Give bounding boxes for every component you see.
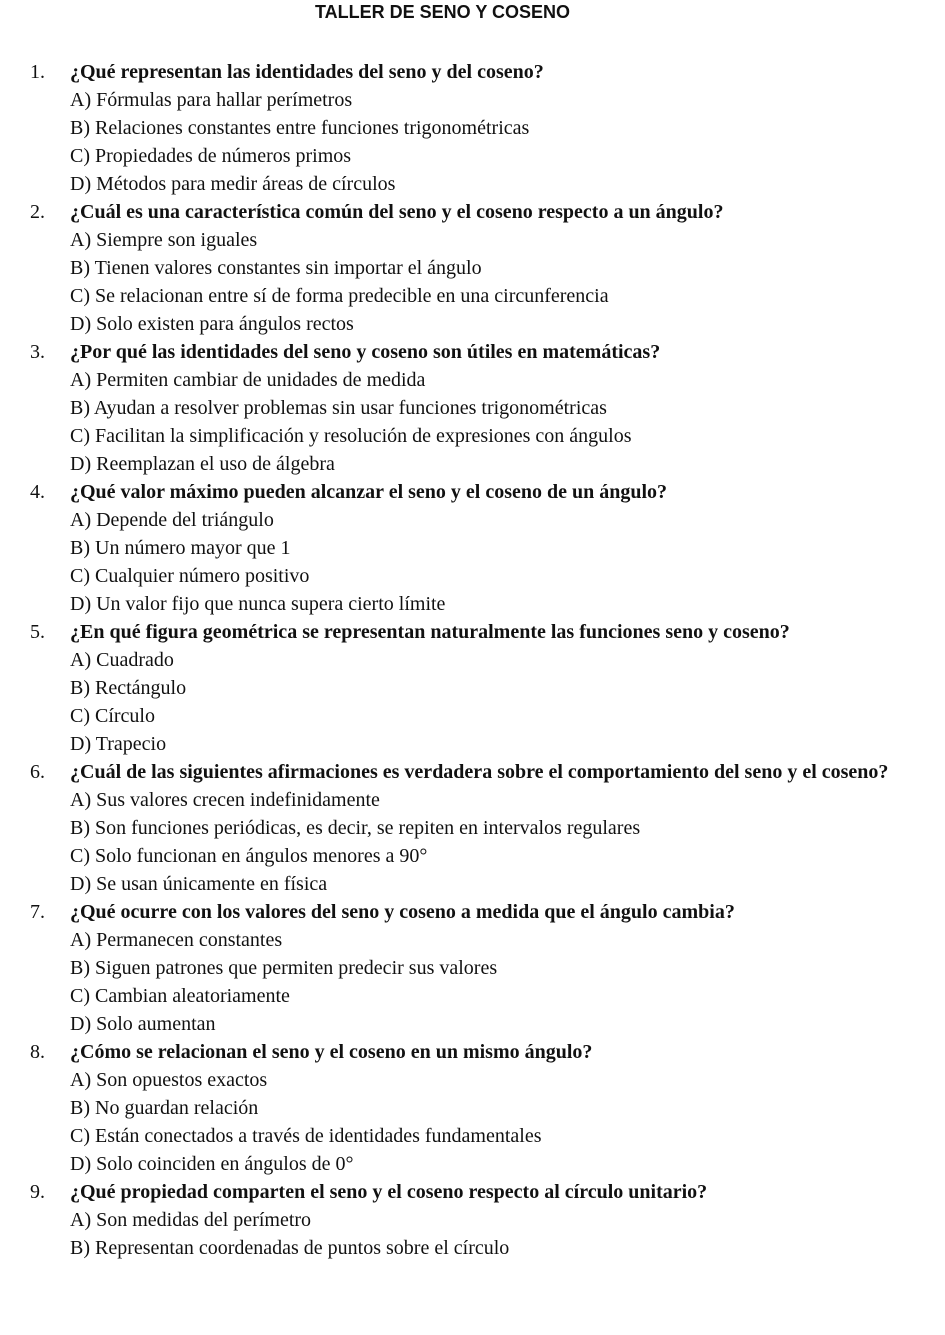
option-a: A) Sus valores crecen indefinidamente xyxy=(70,789,380,811)
question-text: ¿Cuál de las siguientes afirmaciones es verdadera sobre el comportamiento del seno y el coseno? xyxy=(70,761,889,783)
option-a: A) Siempre son iguales xyxy=(70,229,258,251)
question-number: 7. xyxy=(30,901,45,923)
option-b: B) Son funciones periódicas, es decir, se repiten en intervalos regulares xyxy=(70,817,641,839)
option-d: D) Trapecio xyxy=(70,733,167,755)
option-a: A) Son medidas del perímetro xyxy=(70,1209,312,1231)
option-list xyxy=(0,646,945,758)
option-a: A) Son opuestos exactos xyxy=(70,1069,268,1091)
option-list xyxy=(0,226,945,338)
option-a: A) Depende del triángulo xyxy=(70,509,274,531)
option-list xyxy=(0,506,945,618)
question-2 xyxy=(0,198,945,338)
question-5 xyxy=(0,618,945,758)
question-number: 1. xyxy=(30,61,45,83)
option-d: D) Reemplazan el uso de álgebra xyxy=(70,453,335,475)
option-c: C) Cualquier número positivo xyxy=(70,565,310,587)
option-c: C) Facilitan la simplificación y resolución de expresiones con ángulos xyxy=(70,425,632,447)
option-list xyxy=(0,86,945,198)
option-d: D) Métodos para medir áreas de círculos xyxy=(70,173,396,195)
option-b: B) No guardan relación xyxy=(70,1097,259,1119)
question-text: ¿En qué figura geométrica se representan naturalmente las funciones seno y coseno? xyxy=(70,621,790,643)
question-1 xyxy=(0,58,945,198)
option-b: B) Relaciones constantes entre funciones trigonométricas xyxy=(70,117,530,139)
question-number: 2. xyxy=(30,201,45,223)
option-b: B) Tienen valores constantes sin importar el ángulo xyxy=(70,257,482,279)
page-title: TALLER DE SENO Y COSENO xyxy=(314,2,571,22)
option-a: A) Permanecen constantes xyxy=(70,929,283,951)
option-b: B) Representan coordenadas de puntos sobre el círculo xyxy=(70,1237,510,1259)
option-c: C) Se relacionan entre sí de forma predecible en una circunferencia xyxy=(70,285,609,307)
option-b: B) Ayudan a resolver problemas sin usar funciones trigonométricas xyxy=(70,397,607,419)
option-list xyxy=(0,366,945,478)
option-a: A) Cuadrado xyxy=(70,649,174,671)
option-d: D) Se usan únicamente en física xyxy=(70,873,328,895)
question-6 xyxy=(0,758,945,898)
question-text: ¿Qué ocurre con los valores del seno y coseno a medida que el ángulo cambia? xyxy=(70,901,735,923)
option-d: D) Solo existen para ángulos rectos xyxy=(70,313,354,335)
question-9 xyxy=(0,1178,945,1262)
question-4 xyxy=(0,478,945,618)
question-number: 3. xyxy=(30,341,45,363)
option-c: C) Solo funcionan en ángulos menores a 90° xyxy=(70,845,428,867)
question-text: ¿Qué propiedad comparten el seno y el coseno respecto al círculo unitario? xyxy=(70,1181,708,1203)
option-b: B) Un número mayor que 1 xyxy=(70,537,291,559)
question-number: 9. xyxy=(30,1181,45,1203)
question-3 xyxy=(0,338,945,478)
question-list xyxy=(0,58,945,1262)
option-d: D) Solo coinciden en ángulos de 0° xyxy=(70,1153,354,1175)
option-c: C) Cambian aleatoriamente xyxy=(70,985,290,1007)
question-text: ¿Cómo se relacionan el seno y el coseno en un mismo ángulo? xyxy=(70,1041,593,1063)
question-text: ¿Qué representan las identidades del seno y del coseno? xyxy=(70,61,544,83)
option-a: A) Permiten cambiar de unidades de medida xyxy=(70,369,426,391)
question-number: 8. xyxy=(30,1041,45,1063)
option-d: D) Solo aumentan xyxy=(70,1013,216,1035)
question-8 xyxy=(0,1038,945,1178)
question-text: ¿Cuál es una característica común del seno y el coseno respecto a un ángulo? xyxy=(70,201,724,223)
question-number: 4. xyxy=(30,481,45,503)
option-list xyxy=(0,1206,945,1262)
option-c: C) Propiedades de números primos xyxy=(70,145,352,167)
question-text: ¿Por qué las identidades del seno y coseno son útiles en matemáticas? xyxy=(70,341,661,363)
option-d: D) Un valor fijo que nunca supera cierto límite xyxy=(70,593,446,615)
question-7 xyxy=(0,898,945,1038)
question-number: 6. xyxy=(30,761,45,783)
question-text: ¿Qué valor máximo pueden alcanzar el seno y el coseno de un ángulo? xyxy=(70,481,668,503)
option-list xyxy=(0,786,945,898)
option-b: B) Rectángulo xyxy=(70,677,187,699)
option-list xyxy=(0,1066,945,1178)
option-c: C) Círculo xyxy=(70,705,155,727)
option-list xyxy=(0,926,945,1038)
option-c: C) Están conectados a través de identidades fundamentales xyxy=(70,1125,542,1147)
option-b: B) Siguen patrones que permiten predecir sus valores xyxy=(70,957,498,979)
question-number: 5. xyxy=(30,621,45,643)
option-a: A) Fórmulas para hallar perímetros xyxy=(70,89,353,111)
